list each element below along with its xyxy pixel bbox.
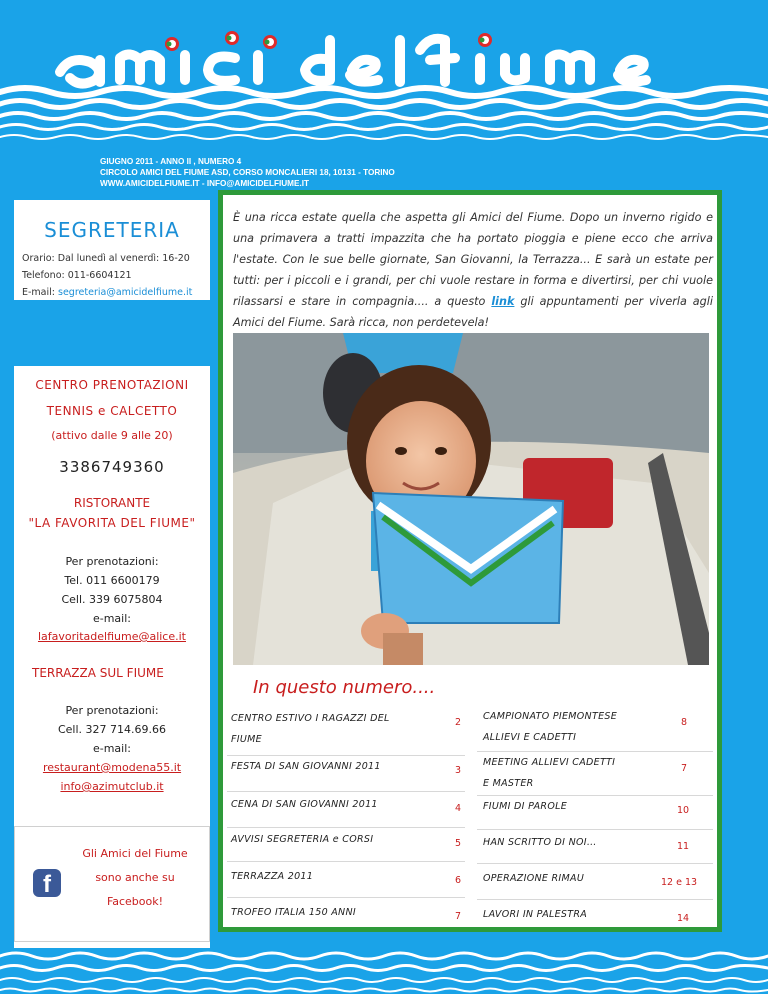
- segreteria-box: [14, 200, 210, 300]
- masthead: [0, 0, 768, 150]
- wave-decoration: [0, 938, 768, 994]
- toc-item-page: 2: [455, 717, 462, 728]
- segreteria-email-link[interactable]: segreteria@amicidelfiume.it: [58, 287, 193, 298]
- toc-item-label: TERRAZZA 2011: [231, 871, 314, 882]
- toc-item-label-cont: FIUME: [231, 734, 262, 745]
- main-content: [218, 190, 722, 932]
- toc-divider: [477, 863, 713, 864]
- terrazza-cell: Cell. 327 714.69.66: [57, 723, 167, 736]
- toc-item-1[interactable]: [231, 713, 390, 745]
- segreteria-hours: Orario: Dal lunedì al venerdì: 16-20: [22, 253, 190, 264]
- child-with-flag-illustration: [233, 333, 709, 665]
- toc-item-label: CENA DI SAN GIOVANNI 2011: [231, 799, 378, 810]
- segreteria-title: SEGRETERIA: [44, 218, 180, 242]
- toc-item-7[interactable]: [483, 711, 617, 743]
- toc-item-label: LAVORI IN PALESTRA: [483, 909, 588, 920]
- toc-divider: [227, 755, 465, 756]
- toc-item-page: 6: [455, 875, 462, 886]
- intro-text-after: gli appuntamenti per viverla agli Amici del Fiume. Sarà ricca, non perdetevela!: [233, 295, 713, 329]
- toc-item-2[interactable]: [231, 761, 381, 772]
- toc-item-9[interactable]: [483, 801, 567, 812]
- toc-item-label: MEETING ALLIEVI CADETTI: [483, 757, 616, 768]
- facebook-line-1: Gli Amici del Fiume: [82, 847, 188, 860]
- toc-item-page: 12 e 13: [661, 877, 698, 888]
- toc-item-10[interactable]: [483, 837, 597, 848]
- toc-divider: [477, 795, 713, 796]
- segreteria-email-label: E-mail:: [22, 287, 59, 298]
- toc-item-label: CAMPIONATO PIEMONTESE: [483, 711, 618, 722]
- ristorante-title: RISTORANTE: [73, 496, 151, 510]
- toc-item-page: 7: [681, 763, 688, 774]
- toc-item-6[interactable]: [231, 907, 356, 918]
- toc-item-page: 11: [677, 841, 690, 852]
- toc-title: In questo numero....: [253, 677, 436, 698]
- toc-divider: [477, 899, 713, 900]
- toc-item-page: 7: [455, 911, 462, 922]
- ristorante-name: "LA FAVORITA DEL FIUME": [28, 516, 196, 530]
- toc-item-label-cont: E MASTER: [483, 778, 534, 789]
- toc-item-5[interactable]: [231, 871, 313, 882]
- toc-item-page: 8: [681, 717, 688, 728]
- facebook-box[interactable]: [14, 826, 210, 942]
- toc-item-label: TROFEO ITALIA 150 ANNI: [231, 907, 356, 918]
- facebook-line-3: Facebook!: [106, 895, 164, 908]
- intro-link[interactable]: link: [491, 295, 515, 308]
- terrazza-email-link-1[interactable]: restaurant@modena55.it: [42, 761, 182, 774]
- segreteria-email-row: [22, 284, 202, 301]
- toc-item-11[interactable]: [483, 873, 584, 884]
- toc-divider: [227, 897, 465, 898]
- centro-prenotazioni-phone: 3386749360: [59, 458, 165, 476]
- toc-item-3[interactable]: [231, 799, 378, 810]
- footer-waves: [0, 938, 768, 994]
- toc-item-4[interactable]: [231, 834, 373, 845]
- toc-divider: [227, 791, 465, 792]
- toc-item-page: 4: [455, 803, 462, 814]
- facebook-icon[interactable]: f: [33, 869, 61, 897]
- facebook-line-2: sono anche su: [95, 871, 175, 884]
- toc-item-label: FESTA DI SAN GIOVANNI 2011: [231, 761, 381, 772]
- toc-divider: [477, 829, 713, 830]
- toc-divider: [227, 861, 465, 862]
- toc-item-label: OPERAZIONE RIMAU: [483, 873, 585, 884]
- toc-item-page: 10: [677, 805, 690, 816]
- toc-item-page: 5: [455, 838, 462, 849]
- issue-line: GIUGNO 2011 - ANNO II , NUMERO 4: [100, 157, 242, 166]
- toc-item-label: AVVISI SEGRETERIA e CORSI: [231, 834, 374, 845]
- publication-info: [100, 156, 395, 189]
- toc-divider: [477, 751, 713, 752]
- centro-prenotazioni-sub: TENNIS e CALCETTO: [46, 404, 178, 418]
- toc-item-8[interactable]: [483, 757, 615, 789]
- address-line: CIRCOLO AMICI DEL FIUME ASD, CORSO MONCALIERI 18, 10131 - TORINO: [100, 168, 395, 177]
- toc-item-page: 3: [455, 765, 462, 776]
- ristorante-email-link[interactable]: lafavoritadelfiume@alice.it: [37, 630, 186, 643]
- toc-item-page: 14: [677, 913, 690, 924]
- intro-text-before: È una ricca estate quella che aspetta gli Amici del Fiume. Dopo un inverno rigido e una primavera a tratti impazzita che ha portato pioggia e piene ecco che arriva l'estate. Con le sue belle giornate, San Giovanni, la Terrazza... E sarà un estate per tutti: per i piccoli e i grandi, per chi vuole restare in forma e divertirsi, per chi vuole rilassarsi e stare in compagnia.... a questo: [233, 211, 713, 308]
- terrazza-title: TERRAZZA SUL FIUME: [32, 666, 164, 680]
- terrazza-email-link-2[interactable]: info@azimutclub.it: [60, 780, 164, 793]
- toc-item-label: FIUMI DI PAROLE: [483, 801, 568, 812]
- masthead-logo: [0, 0, 768, 150]
- toc-divider: [227, 827, 465, 828]
- ristorante-email-label: e-mail:: [92, 612, 131, 625]
- toc-item-12[interactable]: [483, 909, 587, 920]
- toc-item-label: CENTRO ESTIVO I RAGAZZI DEL: [231, 713, 390, 724]
- segreteria-phone: Telefono: 011-6604121: [22, 270, 132, 281]
- centro-prenotazioni-title: CENTRO PRENOTAZIONI: [35, 378, 189, 392]
- ristorante-prenotazioni: Per prenotazioni:: [65, 555, 159, 568]
- toc-item-label: HAN SCRITTO DI NOI…: [483, 837, 597, 848]
- website-line: WWW.AMICIDELFIUME.IT - INFO@AMICIDELFIUME.IT: [100, 179, 310, 188]
- intro-paragraph: [233, 207, 713, 333]
- ristorante-cell: Cell. 339 6075804: [61, 593, 163, 606]
- toc-item-label-cont: ALLIEVI E CADETTI: [483, 732, 577, 743]
- cover-photo: [233, 333, 709, 665]
- ristorante-tel: Tel. 011 6600179: [64, 574, 160, 587]
- centro-prenotazioni-hours: (attivo dalle 9 alle 20): [51, 429, 173, 442]
- terrazza-prenotazioni: Per prenotazioni:: [65, 704, 159, 717]
- terrazza-email-label: e-mail:: [92, 742, 131, 755]
